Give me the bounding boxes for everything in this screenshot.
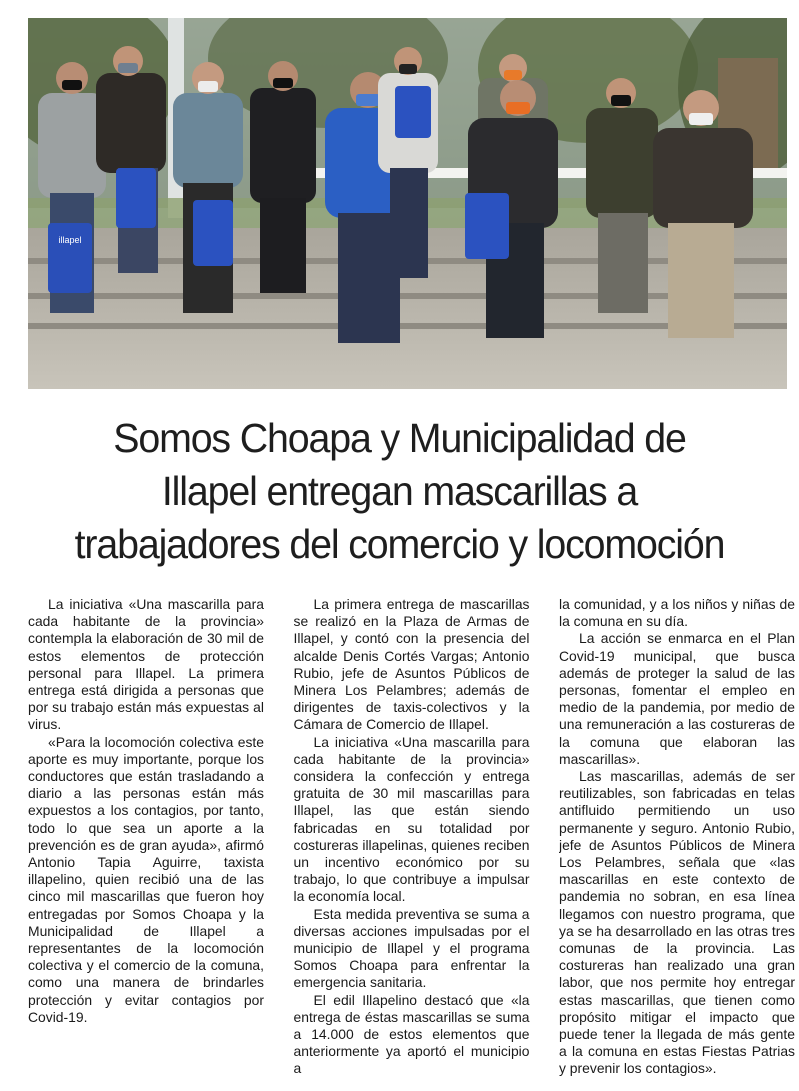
- article-body: [28, 596, 795, 1088]
- paragraph: la comunidad, y a los niños y niñas de la comuna en su día.: [559, 596, 795, 630]
- paragraph: Las mascarillas, además de ser reutilizables, son fabricadas en telas antifluido permitiendo un uso permanente y seguro. Antonio Rubio, jefe de Asuntos Públicos de Minera Los Pelambres, señala que «las mascarillas en este contexto de pandemia no sobran, en esa línea llegamos con nuestro programa, que ya se ha desarrollado en las otras tres comunas de la provincia. Las costureras han realizado una gran labor, que nos permite hoy entregar estas mascarillas, que tienen como propósito mitigar el impacto que puede tener la llegada de más gente a la comuna en estas Fiestas Patrias y prevenir los contagios».: [559, 768, 795, 1077]
- person-3: [173, 62, 243, 313]
- group-photo-illustration: [28, 18, 787, 389]
- paragraph: Esta medida preventiva se suma a diversas acciones impulsadas por el municipio de Illapel y el programa Somos Choapa para enfrentar la emergencia sanitaria.: [293, 905, 530, 991]
- headline-line-3: trabajadores del comercio y locomoción: [74, 521, 725, 567]
- headline-line-2: Illapel entregan mascarillas a: [161, 468, 638, 514]
- bag-logo: illapel: [58, 235, 82, 245]
- article-column-3: [559, 596, 795, 1088]
- article-column-1: [28, 596, 264, 1088]
- paragraph: La iniciativa «Una mascarilla para cada habitante de la provincia» considera la confección y entrega gratuita de 30 mil mascarillas para Illapel, las que están siendo fabricadas en su totalidad por costureras illapelinas, quienes reciben un incentivo económico por su trabajo, lo que contribuye a impulsar la economía local.: [293, 733, 530, 905]
- paragraph: El edil Illapelino destacó que «la entrega de éstas mascarillas se suma a 14.000 de estos elementos que anteriormente ya aportó el municipio a: [293, 991, 530, 1077]
- paragraph: «Para la locomoción colectiva este aporte es muy importante, porque los conductores que están trasladando a diario a las personas están más expuestos a los contagios, por tanto, todo lo que sea un aporte a la prevención es de gran ayuda», afirmó Antonio Tapia Aguirre, taxista illapelino, quien recibió una de las cinco mil mascarillas que fueron hoy entregadas por Somos Choapa y la Municipalidad de Illapel a representantes de la locomoción colectiva y el comercio de la comuna, como una manera de brindarles protección y evitar contagios por Covid-19.: [28, 733, 264, 1025]
- headline: [35, 412, 764, 571]
- article-photo: [28, 18, 787, 389]
- paragraph: La iniciativa «Una mascarilla para cada habitante de la provincia» contempla la elaboración de 30 mil de estos elementos de protección personal para Illapel. La primera entrega está dirigida a personas que por su trabajo están más expuestas al virus.: [28, 596, 264, 733]
- article-column-2: [294, 596, 530, 1088]
- paragraph: La primera entrega de mascarillas se realizó en la Plaza de Armas de Illapel, y contó con la presencia del alcalde Denis Cortés Vargas; Antonio Rubio, jefe de Asuntos Públicos de Minera Los Pelambres; además de dirigentes de taxis-colectivos y la Cámara de Comercio de Illapel.: [293, 596, 530, 733]
- paragraph: La acción se enmarca en el Plan Covid-19 municipal, que busca además de proteger la salud de las personas, fomentar el empleo en medio de la pandemia, por medio de una remuneración a las costureras de la comuna que elaboran las mascarillas».: [559, 630, 795, 767]
- headline-line-1: Somos Choapa y Municipalidad de: [113, 415, 686, 461]
